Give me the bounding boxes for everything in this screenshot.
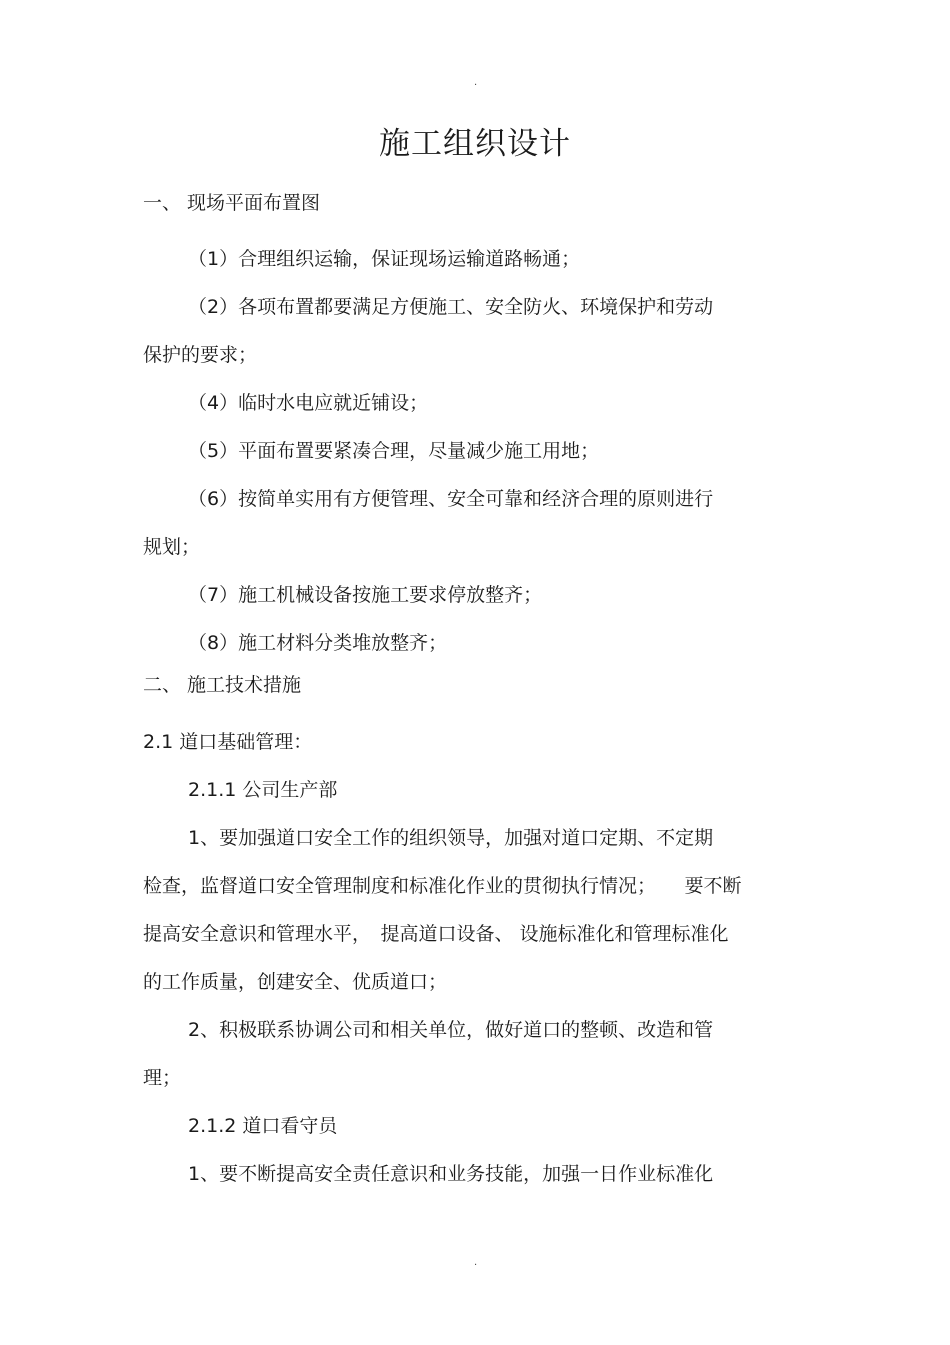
paragraph-line: 2、积极联系协调公司和相关单位，做好道口的整顿、改造和管 xyxy=(188,1019,714,1041)
section-heading-2: 二、 施工技术措施 xyxy=(143,674,302,696)
document-title: 施工组织设计 xyxy=(379,126,571,162)
list-item-8: （8）施工材料分类堆放整齐； xyxy=(188,632,448,654)
list-item-6: （6）按简单实用有方便管理、安全可靠和经济合理的原则进行 xyxy=(188,488,714,510)
list-item-2: （2）各项布置都要满足方便施工、安全防火、环境保护和劳动 xyxy=(188,296,714,318)
list-item-1: （1）合理组织运输，保证现场运输道路畅通； xyxy=(188,248,581,270)
list-item-4: （4）临时水电应就近铺设； xyxy=(188,392,429,414)
page-mark-bottom: . xyxy=(474,1257,478,1268)
paragraph-line: 提高安全意识和管理水平， 提高道口设备、 设施标准化和管理标准化 xyxy=(143,923,729,945)
page-mark-top: . xyxy=(474,77,478,88)
list-item-2-continued: 保护的要求； xyxy=(143,344,258,366)
section-heading-1: 一、 现场平面布置图 xyxy=(143,192,321,214)
paragraph-line: 理； xyxy=(143,1067,182,1089)
list-item-5: （5）平面布置要紧凑合理，尽量减少施工用地； xyxy=(188,440,600,462)
paragraph-line: 1、要加强道口安全工作的组织领导，加强对道口定期、不定期 xyxy=(188,827,714,849)
list-item-7: （7）施工机械设备按施工要求停放整齐； xyxy=(188,584,543,606)
paragraph-line: 1、要不断提高安全责任意识和业务技能，加强一日作业标准化 xyxy=(188,1163,714,1185)
paragraph-line: 的工作质量，创建安全、优质道口； xyxy=(143,971,448,993)
subsection-heading-2-1: 2.1 道口基础管理： xyxy=(143,731,313,753)
subsection-heading-2-1-1: 2.1.1 公司生产部 xyxy=(188,779,338,801)
list-item-6-continued: 规划； xyxy=(143,536,201,558)
paragraph-line: 检查，监督道口安全管理制度和标准化作业的贯彻执行情况； 要不断 xyxy=(143,875,742,897)
subsection-heading-2-1-2: 2.1.2 道口看守员 xyxy=(188,1115,338,1137)
